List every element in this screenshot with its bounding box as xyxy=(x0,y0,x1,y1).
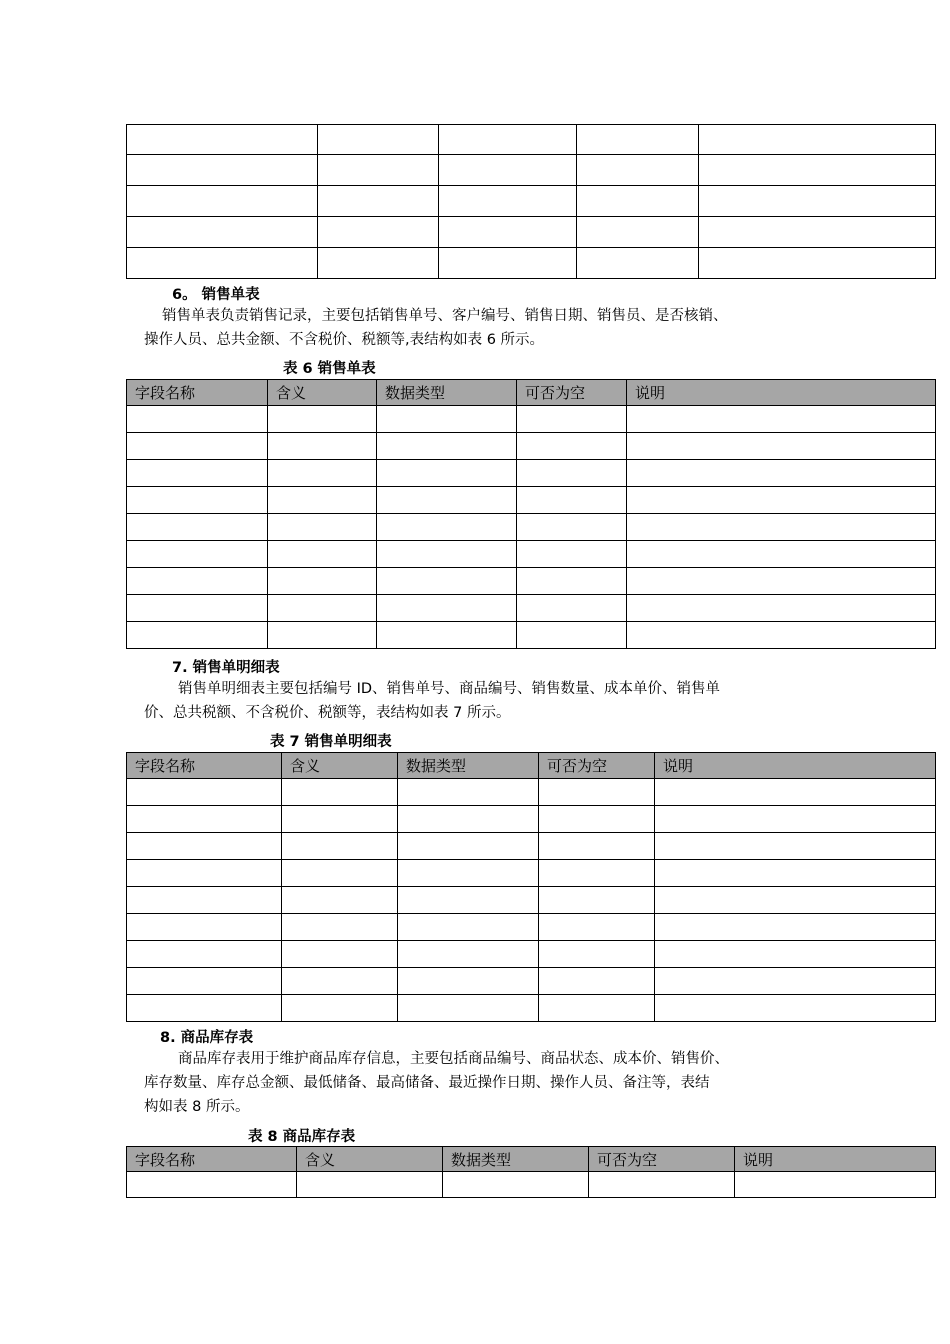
table-row xyxy=(127,568,936,595)
column-header: 数据类型 xyxy=(377,380,517,406)
paragraph-line: 价、总共税额、不含税价、税额等，表结构如表 7 所示。 xyxy=(144,705,511,721)
table-row xyxy=(127,887,936,914)
table-row xyxy=(127,217,936,248)
paragraph-line: 销售单表负责销售记录，主要包括销售单号、客户编号、销售日期、销售员、是否核销、 xyxy=(162,308,728,324)
paragraph-line: 商品库存表用于维护商品库存信息，主要包括商品编号、商品状态、成本价、销售价、 xyxy=(178,1051,729,1067)
table-row xyxy=(127,514,936,541)
table-6-sales-order xyxy=(126,379,936,649)
table-caption: 表 7 销售单明细表 xyxy=(270,734,392,750)
table-row xyxy=(127,541,936,568)
table-row xyxy=(127,622,936,649)
table-row xyxy=(127,595,936,622)
table-row xyxy=(127,1172,936,1198)
column-header: 含义 xyxy=(297,1147,443,1172)
paragraph-line: 库存数量、库存总金额、最低储备、最高储备、最近操作日期、操作人员、备注等，表结 xyxy=(144,1075,710,1091)
column-header: 数据类型 xyxy=(443,1147,589,1172)
column-header: 含义 xyxy=(268,380,377,406)
table-header-row xyxy=(127,753,936,779)
table-header-row xyxy=(127,380,936,406)
column-header: 数据类型 xyxy=(398,753,539,779)
table-5-continued xyxy=(126,124,936,279)
section-paragraph xyxy=(144,1047,729,1119)
column-header: 含义 xyxy=(282,753,398,779)
paragraph-line: 构如表 8 所示。 xyxy=(144,1099,250,1115)
table-row xyxy=(127,968,936,995)
table-row xyxy=(127,779,936,806)
table-row xyxy=(127,833,936,860)
table-row xyxy=(127,186,936,217)
table-header-row xyxy=(127,1147,936,1172)
section-heading: 8. 商品库存表 xyxy=(160,1030,254,1046)
paragraph-line: 销售单明细表主要包括编号 ID、销售单号、商品编号、销售数量、成本单价、销售单 xyxy=(178,681,721,697)
table-row xyxy=(127,460,936,487)
table-row xyxy=(127,487,936,514)
table-row xyxy=(127,914,936,941)
table-row xyxy=(127,995,936,1022)
column-header: 说明 xyxy=(655,753,936,779)
column-header: 字段名称 xyxy=(127,753,282,779)
table-row xyxy=(127,155,936,186)
column-header: 字段名称 xyxy=(127,380,268,406)
table-row xyxy=(127,860,936,887)
table-caption: 表 6 销售单表 xyxy=(283,361,376,377)
table-row xyxy=(127,248,936,279)
paragraph-line: 操作人员、总共金额、不含税价、税额等,表结构如表 6 所示。 xyxy=(144,332,545,348)
table-row xyxy=(127,806,936,833)
table-7-sales-order-detail xyxy=(126,752,936,1022)
column-header: 字段名称 xyxy=(127,1147,297,1172)
section-heading: 7. 销售单明细表 xyxy=(172,660,280,676)
column-header: 说明 xyxy=(735,1147,936,1172)
column-header: 可否为空 xyxy=(517,380,627,406)
table-row xyxy=(127,406,936,433)
table-caption: 表 8 商品库存表 xyxy=(248,1129,356,1145)
column-header: 可否为空 xyxy=(539,753,655,779)
table-row xyxy=(127,941,936,968)
table-8-product-inventory xyxy=(126,1146,936,1198)
column-header: 可否为空 xyxy=(589,1147,735,1172)
section-heading: 6。 销售单表 xyxy=(172,287,260,303)
table-row xyxy=(127,433,936,460)
table-row xyxy=(127,125,936,155)
column-header: 说明 xyxy=(627,380,936,406)
section-paragraph xyxy=(144,677,720,725)
section-paragraph xyxy=(144,304,728,352)
